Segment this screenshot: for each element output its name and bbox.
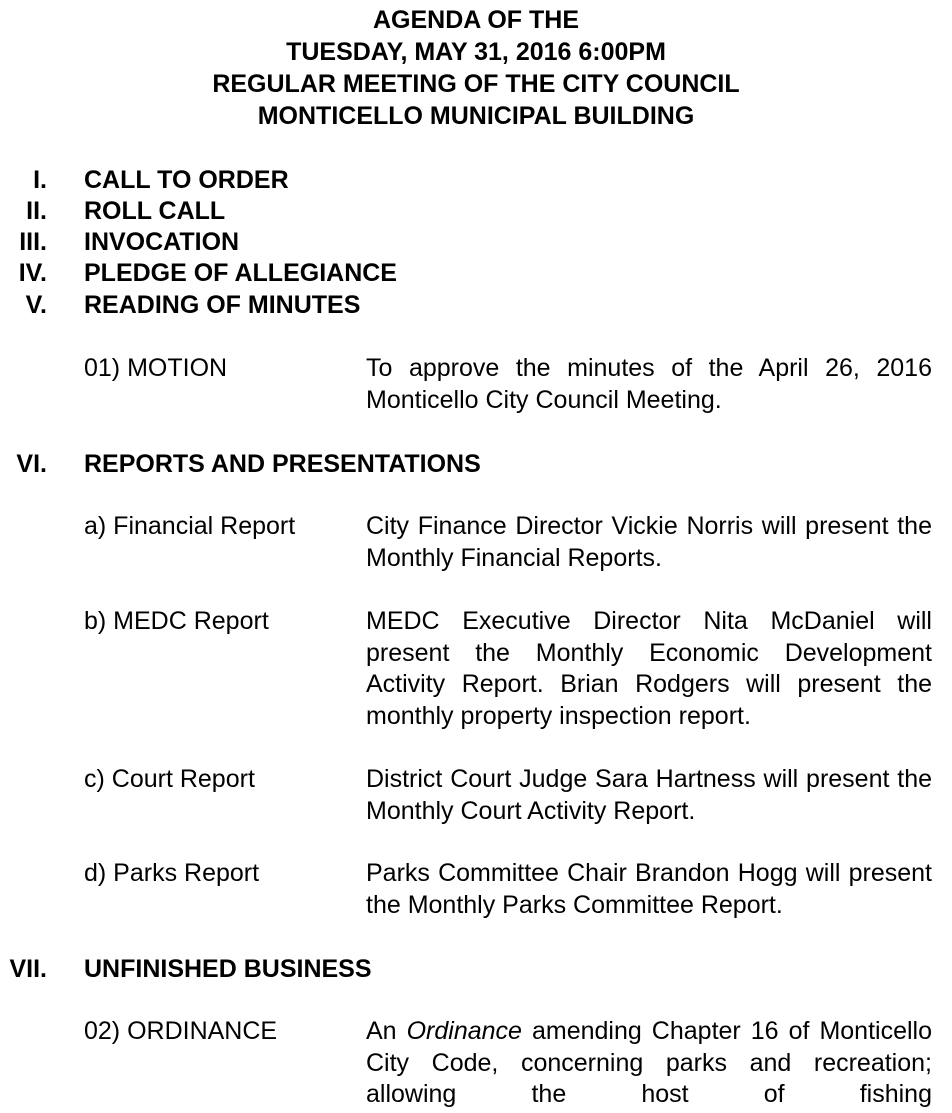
item-description: District Court Judge Sara Hartness will present the Monthly Court Activity Report. (366, 765, 932, 825)
section-number: IV. (18, 259, 47, 287)
section-heading: UNFINISHED BUSINESS (84, 955, 372, 983)
title-line-1: AGENDA OF THE (372, 6, 580, 34)
desc-prefix: An (366, 1017, 407, 1045)
item-label: c) Court Report (84, 765, 255, 793)
item-label: a) Financial Report (84, 512, 296, 540)
item-description: To approve the minutes of the April 26, 2016 Monticello City Council Meeting. (366, 354, 932, 414)
item-label: d) Parks Report (84, 859, 260, 887)
section-heading: ROLL CALL (84, 197, 226, 225)
desc-italic-ordinance: Ordinance (406, 1017, 522, 1045)
item-description: City Finance Director Vickie Norris will present the Monthly Financial Reports. (366, 512, 932, 572)
section-number: I. (33, 166, 47, 194)
item-description: Parks Committee Chair Brandon Hogg will present the Monthly Parks Committee Report. (366, 859, 932, 919)
section-number: II. (26, 197, 47, 225)
section-heading: INVOCATION (84, 228, 240, 256)
title-line-4: MONTICELLO MUNICIPAL BUILDING (257, 102, 695, 130)
item-label: b) MEDC Report (84, 607, 269, 635)
item-description: MEDC Executive Director Nita McDaniel will present the Monthly Economic Development Activity Report. Brian Rodgers will present the monthly property inspection report. (366, 607, 932, 730)
title-line-2: TUESDAY, MAY 31, 2016 6:00PM (286, 38, 666, 66)
section-number: VII. (9, 955, 47, 983)
item-label: 01) MOTION (84, 354, 228, 382)
section-number: V. (25, 291, 47, 319)
section-heading: PLEDGE OF ALLEGIANCE (84, 259, 397, 287)
item-description (366, 1016, 932, 1111)
agenda-title (0, 4, 952, 132)
section-number: III. (19, 228, 47, 256)
section-heading: REPORTS AND PRESENTATIONS (84, 450, 481, 478)
section-heading: CALL TO ORDER (84, 166, 289, 194)
title-line-3: REGULAR MEETING OF THE CITY COUNCIL (212, 70, 740, 98)
section-heading: READING OF MINUTES (84, 291, 361, 319)
section-number: VI. (16, 450, 47, 478)
item-label: 02) ORDINANCE (84, 1017, 278, 1045)
desc-rest: amending Chapter 16 of Monticello City Code, concerning parks and recreation; allowing the host of fishing (366, 1017, 932, 1108)
